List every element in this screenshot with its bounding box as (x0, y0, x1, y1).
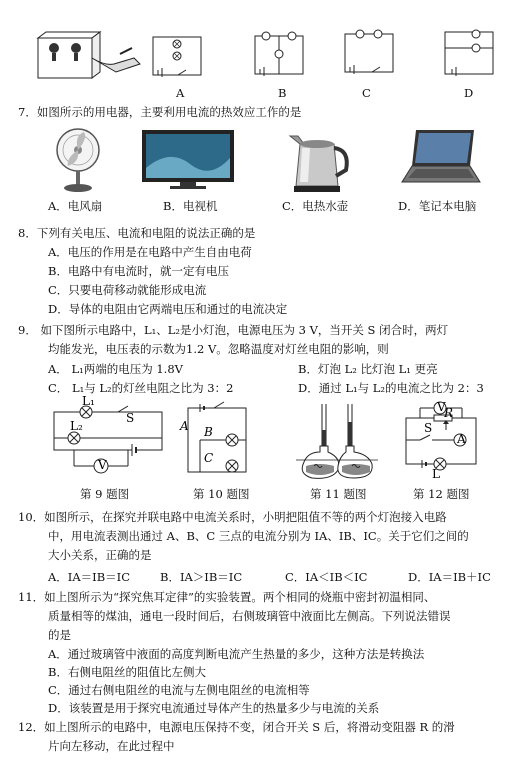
fig12-ammeter-label: A (457, 432, 466, 446)
laptop-image (398, 128, 482, 197)
q7-stem: 7．如图所示的用电器，主要利用电流的热效应工作的是 (18, 105, 302, 119)
q10-option-d: D．IA＝IB＋IC (408, 570, 491, 584)
top-physical-circuit (30, 28, 150, 93)
q11-option-b: B．右侧电阻丝的阻值比左侧大 (48, 665, 206, 679)
figure-9-circuit (48, 394, 172, 485)
q11-stem-line1: 11．如上图所示为“探究焦耳定律”的实验装置。两个相同的烧瓶中密封初温相同、 (18, 590, 436, 604)
kettle-image (288, 126, 352, 201)
figure-10-circuit (180, 400, 260, 485)
q9-option-d: D．通过 L₁与 L₂的电流之比为 2：3 (298, 381, 484, 395)
fig10-caption: 第 10 题图 (193, 487, 250, 501)
q8-option-b: B．电路中有电流时，就一定有电压 (48, 264, 229, 278)
top-option-c: C (362, 86, 371, 100)
top-circuit-b (250, 30, 310, 87)
fig9-l1-label: L₁ (82, 394, 95, 408)
q8-option-d: D．导体的电阻由它两端电压和通过的电流决定 (48, 302, 288, 316)
q7-option-a: A．电风扇 (48, 199, 103, 213)
fig10-a-label: A (180, 419, 189, 433)
fig12-caption: 第 12 题图 (413, 487, 470, 501)
top-option-d: D (464, 86, 474, 100)
q8-stem: 8．下列有关电压、电流和电阻的说法正确的是 (18, 226, 256, 240)
fig10-c-label: C (204, 451, 214, 465)
q10-option-c: C．IA＜IB＜IC (285, 570, 368, 584)
q11-option-a: A．通过玻璃管中液面的高度判断电流产生热量的多少，这种方法是转换法 (48, 647, 425, 661)
q10-stem-line1: 10．如图所示，在探究并联电路中电流关系时，小明把阻值不等的两个灯泡接入电路 (18, 510, 447, 524)
q8-option-a: A．电压的作用是在电路中产生自由电荷 (48, 245, 252, 259)
q10-stem-line3: 大小关系，正确的是 (48, 548, 152, 562)
q7-option-b: B．电视机 (163, 199, 218, 213)
fig9-switch-label: S (126, 411, 135, 425)
fig12-switch-label: S (424, 421, 433, 435)
fan-image (48, 126, 108, 201)
top-circuit-a (148, 32, 208, 87)
q9-option-a: A． L₁两端的电压为 1.8V (48, 362, 183, 376)
q7-option-c: C．电热水壶 (282, 199, 349, 213)
fig12-voltmeter-label: V (437, 400, 446, 414)
q11-stem-line3: 的是 (48, 628, 71, 642)
q8-option-c: C．只要电荷移动就能形成电流 (48, 283, 207, 297)
q12-stem-line1: 12．如上图所示的电路中，电源电压保持不变，闭合开关 S 后，将滑动变阻器 R 的滑 (18, 720, 455, 734)
q7-option-d: D．笔记本电脑 (398, 199, 477, 213)
fig9-l2-label: L₂ (70, 419, 83, 433)
figure-12-circuit (400, 400, 484, 487)
fig10-b-label: B (204, 425, 213, 439)
q10-stem-line2: 中，用电流表测出通过 A、B、C 三点的电流分别为 IA、IB、IC。关于它们之间的 (48, 529, 469, 543)
q10-option-b: B．IA＞IB＝IC (160, 570, 243, 584)
fig12-lamp-label: L (432, 467, 440, 481)
fig9-voltmeter-label: V (98, 458, 107, 472)
fig12-r-label: R (444, 406, 454, 420)
tv-image (140, 128, 236, 199)
q11-option-d: D．该装置是用于探究电流通过导体产生的热量多少与电流的关系 (48, 701, 380, 715)
q9-option-b: B．灯泡 L₂ 比灯泡 L₁ 更亮 (298, 362, 438, 376)
q9-stem-line2: 均能发光，电压表的示数为1.2 V。忽略温度对灯丝电阻的影响，则 (48, 342, 389, 356)
q12-stem-line2: 片向左移动，在此过程中 (48, 739, 175, 753)
q9-option-c: C． L₁与 L₂的灯丝电阻之比为 3：2 (48, 381, 234, 395)
top-option-a: A (176, 86, 185, 100)
q11-stem-line2: 质量相等的煤油，通电一段时间后，右侧玻璃管中液面比左侧高。下列说法错误 (48, 609, 451, 623)
figure-11-apparatus (292, 400, 382, 487)
top-option-b: B (278, 86, 287, 100)
top-circuit-c (340, 28, 400, 85)
q10-option-a: A．IA＝IB＝IC (48, 570, 130, 584)
q11-option-c: C．通过右侧电阻丝的电流与左侧电阻丝的电流相等 (48, 683, 310, 697)
q9-stem-line1: 9． 如下图所示电路中，L₁、L₂是小灯泡，电源电压为 3 V，当开关 S 闭合时，两灯 (18, 323, 449, 337)
fig9-caption: 第 9 题图 (80, 487, 130, 501)
fig11-caption: 第 11 题图 (310, 487, 367, 501)
top-circuit-d (440, 26, 500, 87)
